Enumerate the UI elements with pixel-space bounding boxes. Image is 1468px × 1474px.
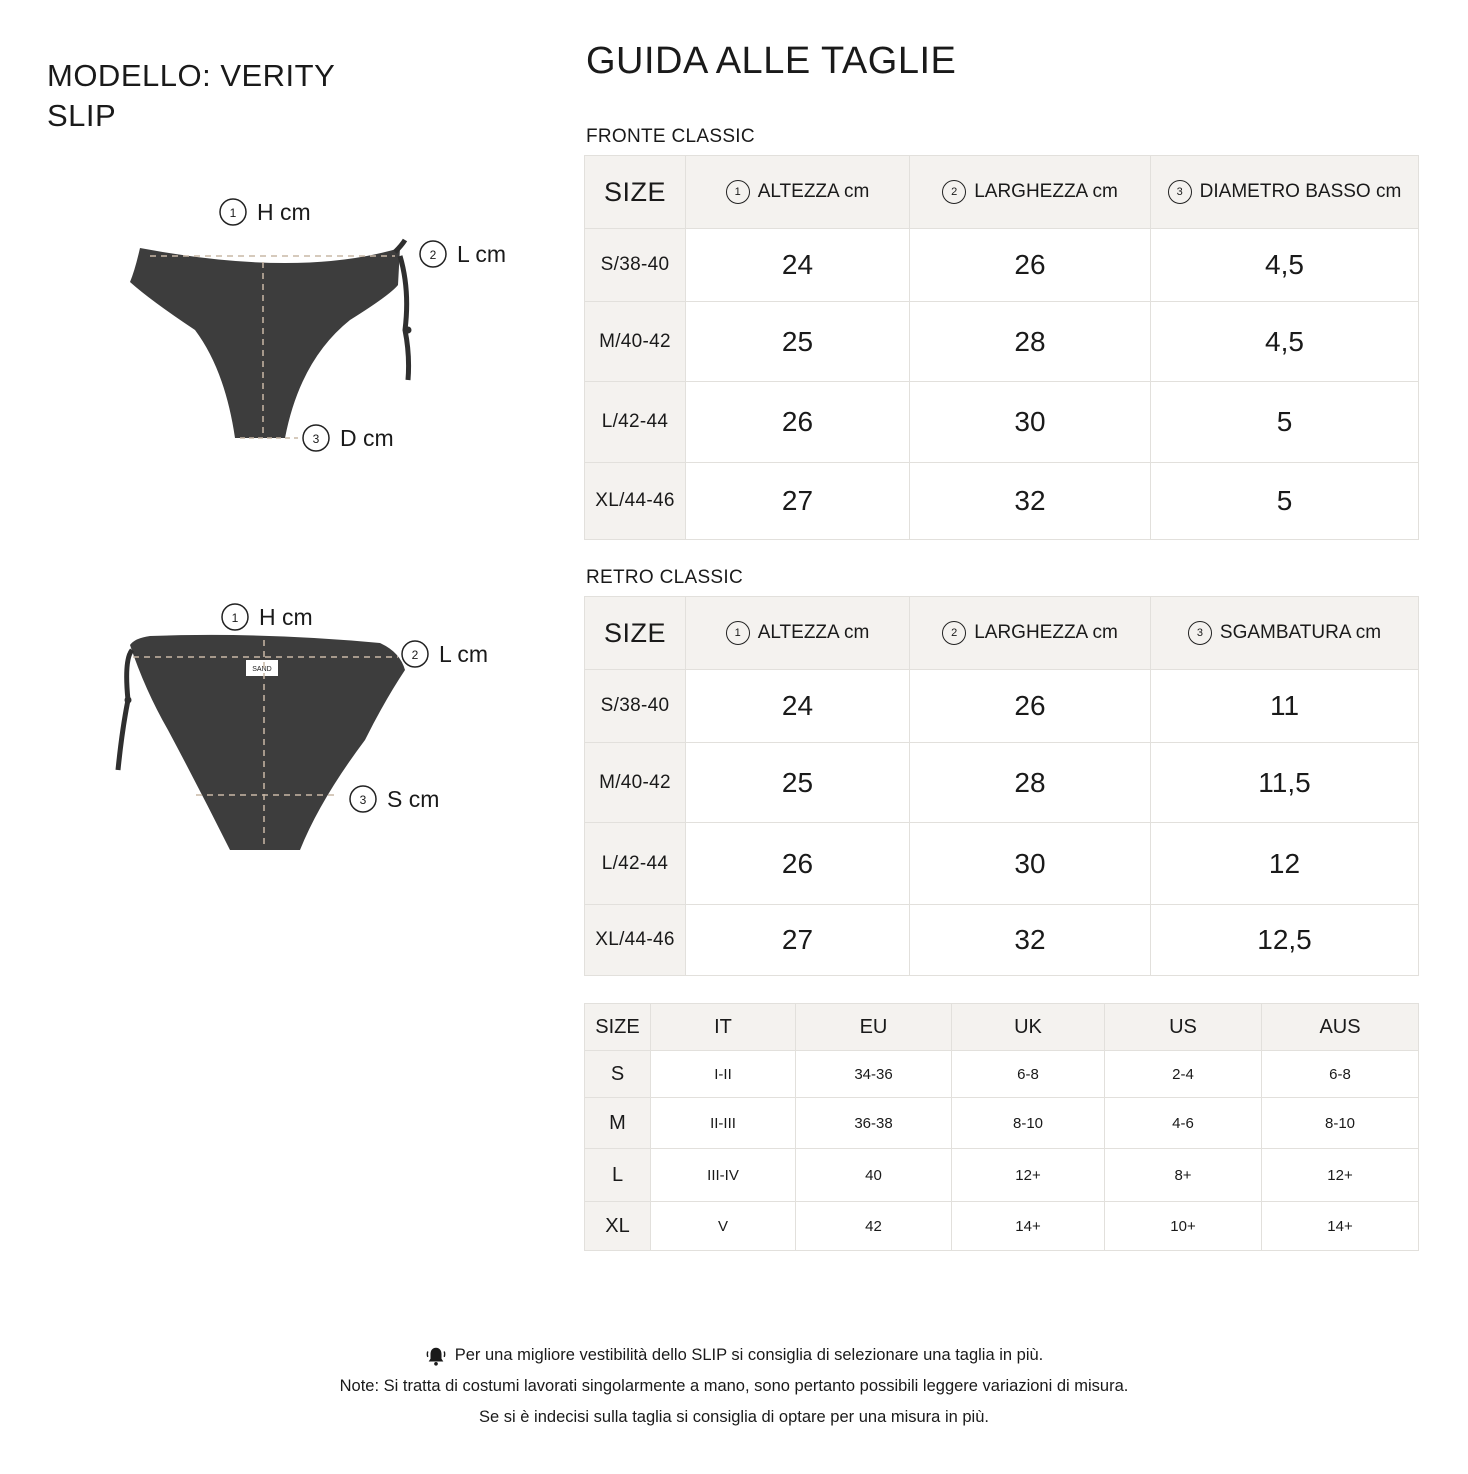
value-cell: 10+ xyxy=(1105,1202,1262,1251)
value-cell: 11,5 xyxy=(1151,743,1419,823)
note-text: Si tratta di costumi lavorati singolarmente a mano, sono pertanto possibili leggere variazioni di misura. xyxy=(383,1377,1129,1395)
number-2-icon: 2 xyxy=(942,180,966,204)
bell-icon xyxy=(425,1345,447,1367)
value-cell: 8-10 xyxy=(952,1098,1105,1149)
value-cell: I-II xyxy=(651,1051,796,1098)
table-row xyxy=(585,463,1419,540)
value-cell: 8-10 xyxy=(1262,1098,1419,1149)
value-cell: 25 xyxy=(686,302,910,382)
footer-notes xyxy=(0,1340,1468,1433)
value-cell: 34-36 xyxy=(796,1051,952,1098)
back-l-num: 2 xyxy=(411,648,419,662)
col-header-altezza: 1 ALTEZZA cm xyxy=(686,597,910,670)
size-cell: M/40-42 xyxy=(585,302,686,382)
table-row xyxy=(585,1149,1419,1202)
garment-diagrams xyxy=(0,0,560,900)
col-header-size: SIZE xyxy=(585,1004,651,1051)
value-cell: 30 xyxy=(910,382,1151,463)
front-d-num: 3 xyxy=(312,432,320,446)
value-cell: 24 xyxy=(686,229,910,302)
note-line xyxy=(0,1371,1468,1402)
value-cell: III-IV xyxy=(651,1149,796,1202)
col-header-diametro: 3 DIAMETRO BASSO cm xyxy=(1151,156,1419,229)
value-cell: 6-8 xyxy=(1262,1051,1419,1098)
value-cell: 27 xyxy=(686,905,910,976)
front-l-label: L cm xyxy=(457,241,506,267)
size-conversion-table xyxy=(584,1003,1419,1251)
back-tie xyxy=(118,650,132,770)
col-header-it: IT xyxy=(651,1004,796,1051)
back-s-label: S cm xyxy=(387,786,440,812)
value-cell: 4,5 xyxy=(1151,302,1419,382)
col-header-uk: UK xyxy=(952,1004,1105,1051)
value-cell: 28 xyxy=(910,743,1151,823)
size-cell: L/42-44 xyxy=(585,823,686,905)
col-header-sgambatura: 3 SGAMBATURA cm xyxy=(1151,597,1419,670)
size-cell: XL xyxy=(585,1202,651,1251)
value-cell: 5 xyxy=(1151,463,1419,540)
front-h-num: 1 xyxy=(229,206,237,220)
table-row xyxy=(585,302,1419,382)
value-cell: 4,5 xyxy=(1151,229,1419,302)
value-cell: 42 xyxy=(796,1202,952,1251)
size-cell: S/38-40 xyxy=(585,229,686,302)
size-cell: XL/44-46 xyxy=(585,905,686,976)
value-cell: 26 xyxy=(910,670,1151,743)
value-cell: 30 xyxy=(910,823,1151,905)
col-header-larghezza: 2 LARGHEZZA cm xyxy=(910,156,1151,229)
value-cell: 36-38 xyxy=(796,1098,952,1149)
value-cell: 24 xyxy=(686,670,910,743)
value-cell: 14+ xyxy=(952,1202,1105,1251)
value-cell: 2-4 xyxy=(1105,1051,1262,1098)
note-label: Note: xyxy=(339,1377,380,1395)
value-cell: 32 xyxy=(910,463,1151,540)
value-cell: 40 xyxy=(796,1149,952,1202)
table-row xyxy=(585,1202,1419,1251)
size-cell: XL/44-46 xyxy=(585,463,686,540)
back-h-num: 1 xyxy=(231,611,239,625)
back-diagram xyxy=(118,604,488,850)
value-cell: 27 xyxy=(686,463,910,540)
col-header-altezza: 1 ALTEZZA cm xyxy=(686,156,910,229)
col-header-us: US xyxy=(1105,1004,1262,1051)
tip-text: Per una migliore vestibilità dello SLIP si consiglia di selezionare una taglia in più. xyxy=(454,1346,1044,1364)
table-row xyxy=(585,823,1419,905)
model-type: SLIP xyxy=(47,98,117,133)
table-row xyxy=(585,743,1419,823)
front-d-label: D cm xyxy=(340,425,394,451)
front-h-label: H cm xyxy=(257,199,311,225)
front-l-num: 2 xyxy=(429,248,437,262)
page-title: GUIDA ALLE TAGLIE xyxy=(586,40,957,82)
back-s-num: 3 xyxy=(359,793,367,807)
size-cell: M xyxy=(585,1098,651,1149)
value-cell: 26 xyxy=(910,229,1151,302)
back-size-table xyxy=(584,596,1419,976)
value-cell: 32 xyxy=(910,905,1151,976)
value-cell: 11 xyxy=(1151,670,1419,743)
col-header-aus: AUS xyxy=(1262,1004,1419,1051)
size-cell: L xyxy=(585,1149,651,1202)
table-row xyxy=(585,1051,1419,1098)
front-section-label: FRONTE CLASSIC xyxy=(586,126,755,147)
front-size-table xyxy=(584,155,1419,540)
table-header-row xyxy=(585,1004,1419,1051)
value-cell: 26 xyxy=(686,382,910,463)
value-cell: 14+ xyxy=(1262,1202,1419,1251)
value-cell: 12+ xyxy=(1262,1149,1419,1202)
table-row xyxy=(585,1098,1419,1149)
back-l-label: L cm xyxy=(439,641,488,667)
value-cell: 28 xyxy=(910,302,1151,382)
note-line-2: Se si è indecisi sulla taglia si consiglia di optare per una misura in più. xyxy=(479,1408,989,1426)
table-header-row xyxy=(585,156,1419,229)
number-2-icon: 2 xyxy=(942,621,966,645)
front-diagram xyxy=(130,199,506,451)
value-cell: 26 xyxy=(686,823,910,905)
value-cell: 12 xyxy=(1151,823,1419,905)
value-cell: 4-6 xyxy=(1105,1098,1262,1149)
front-garment xyxy=(130,248,400,438)
col-header-size: SIZE xyxy=(585,597,686,670)
table-row xyxy=(585,382,1419,463)
value-cell: 12,5 xyxy=(1151,905,1419,976)
size-cell: S xyxy=(585,1051,651,1098)
model-name: MODELLO: VERITY xyxy=(47,58,336,93)
number-3-icon: 3 xyxy=(1188,621,1212,645)
back-section-label: RETRO CLASSIC xyxy=(586,567,743,588)
value-cell: 5 xyxy=(1151,382,1419,463)
value-cell: 8+ xyxy=(1105,1149,1262,1202)
col-header-larghezza: 2 LARGHEZZA cm xyxy=(910,597,1151,670)
table-row xyxy=(585,905,1419,976)
number-3-icon: 3 xyxy=(1168,180,1192,204)
size-cell: S/38-40 xyxy=(585,670,686,743)
brand-tag: SAND xyxy=(252,666,272,673)
value-cell: II-III xyxy=(651,1098,796,1149)
table-header-row xyxy=(585,597,1419,670)
col-header-size: SIZE xyxy=(585,156,686,229)
value-cell: 6-8 xyxy=(952,1051,1105,1098)
tip-line xyxy=(0,1340,1468,1371)
value-cell: 25 xyxy=(686,743,910,823)
col-header-eu: EU xyxy=(796,1004,952,1051)
number-1-icon: 1 xyxy=(726,621,750,645)
size-cell: L/42-44 xyxy=(585,382,686,463)
size-cell: M/40-42 xyxy=(585,743,686,823)
value-cell: V xyxy=(651,1202,796,1251)
value-cell: 12+ xyxy=(952,1149,1105,1202)
number-1-icon: 1 xyxy=(726,180,750,204)
table-row xyxy=(585,229,1419,302)
table-row xyxy=(585,670,1419,743)
back-h-label: H cm xyxy=(259,604,313,630)
